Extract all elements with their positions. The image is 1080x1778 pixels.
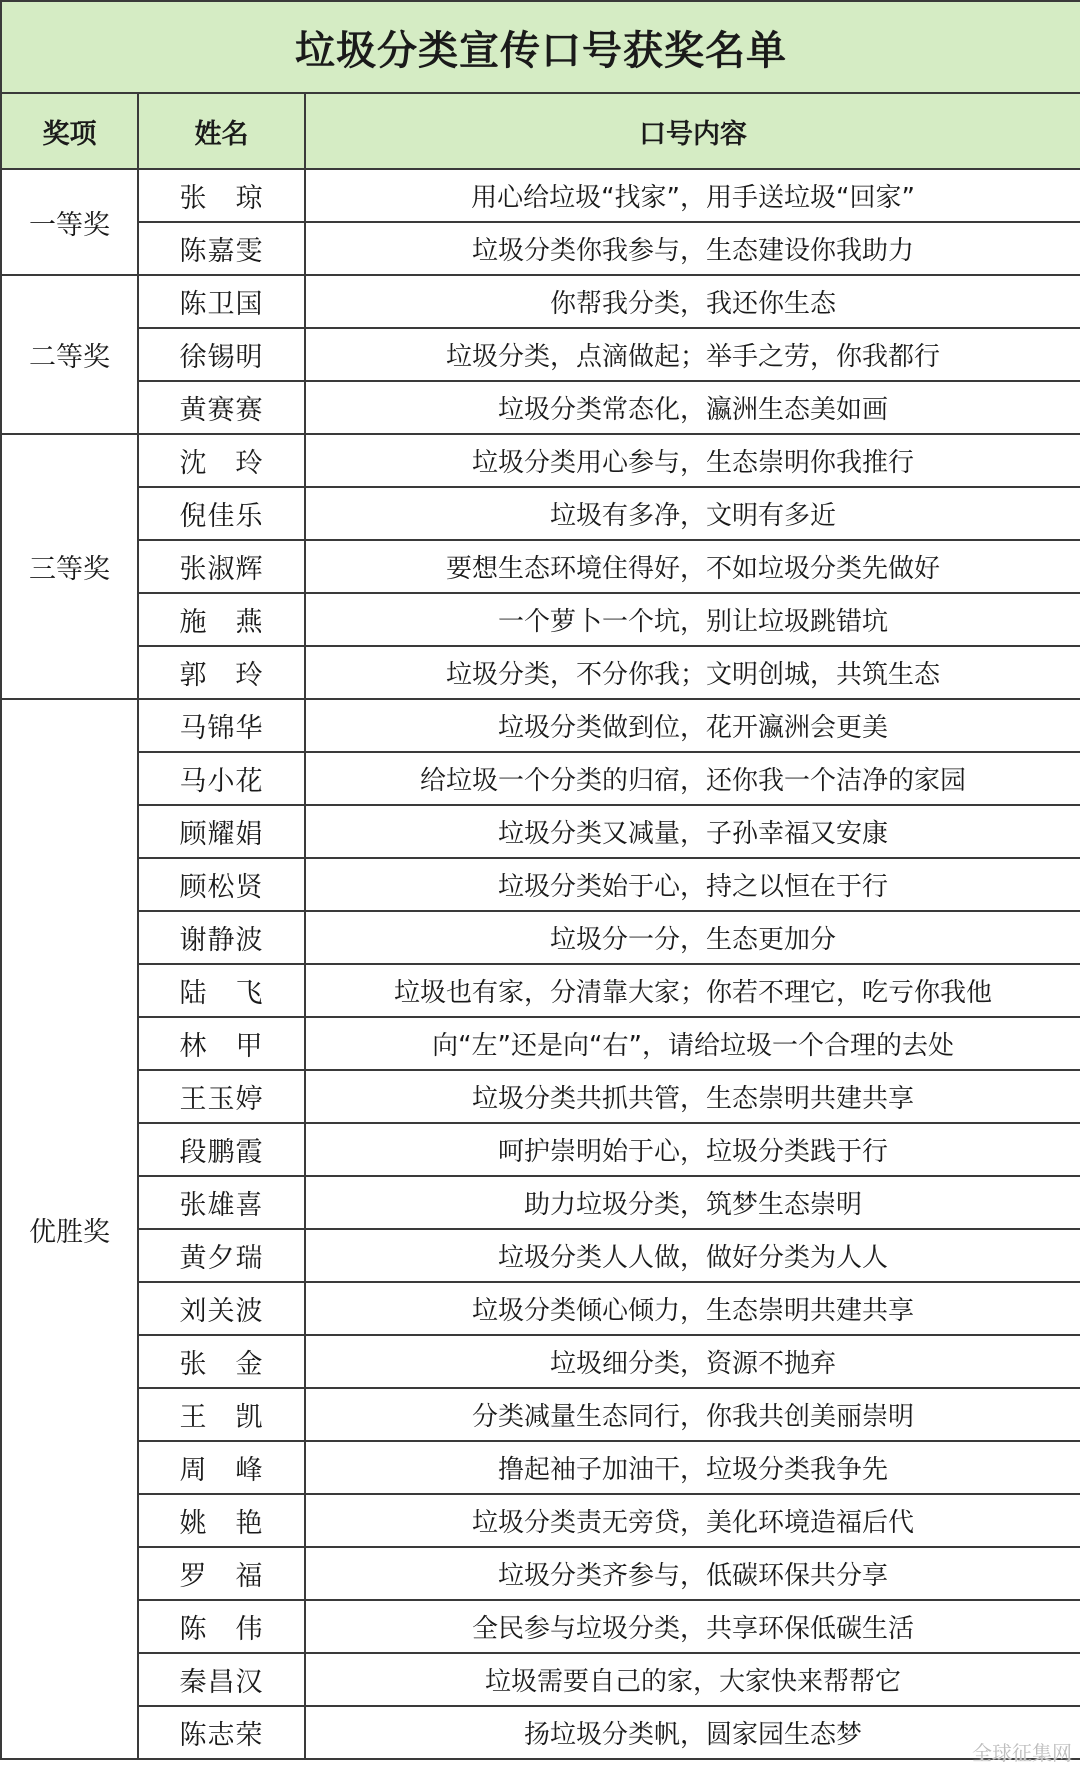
slogan-cell: 要想生态环境住得好，不如垃圾分类先做好 <box>305 540 1080 593</box>
slogan-cell: 一个萝卜一个坑，别让垃圾跳错坑 <box>305 593 1080 646</box>
table-row <box>1 964 1080 1017</box>
table-row <box>1 1494 1080 1547</box>
slogan-cell: 垃圾分类人人做，做好分类为人人 <box>305 1229 1080 1282</box>
name-column-header: 姓名 <box>138 93 305 169</box>
winner-name: 陆 飞 <box>179 978 264 1009</box>
table-row <box>1 1176 1080 1229</box>
slogan-cell: 用心给垃圾“找家”，用手送垃圾“回家” <box>305 169 1080 222</box>
table-row <box>1 1282 1080 1335</box>
table-row <box>1 858 1080 911</box>
slogan-cell: 垃圾细分类，资源不抛弃 <box>305 1335 1080 1388</box>
award-level-cell: 优胜奖 <box>1 699 138 1759</box>
slogan-cell: 撸起袖子加油干，垃圾分类我争先 <box>305 1441 1080 1494</box>
slogan-cell: 垃圾分类你我参与，生态建设你我助力 <box>305 222 1080 275</box>
table-row <box>1 1123 1080 1176</box>
winner-name-cell <box>138 911 305 964</box>
slogan-column-header: 口号内容 <box>305 93 1080 169</box>
winner-name-cell <box>138 434 305 487</box>
winner-name: 谢静波 <box>179 925 264 956</box>
slogan-cell: 垃圾也有家，分清靠大家；你若不理它，吃亏你我他 <box>305 964 1080 1017</box>
winner-name-cell <box>138 381 305 434</box>
winner-name: 周 峰 <box>179 1455 264 1486</box>
slogan-cell: 扬垃圾分类帆，圆家园生态梦 <box>305 1706 1080 1759</box>
winner-name-cell <box>138 752 305 805</box>
slogan-cell: 垃圾分类用心参与，生态崇明你我推行 <box>305 434 1080 487</box>
table-row <box>1 487 1080 540</box>
winner-name: 顾耀娟 <box>179 819 264 850</box>
winner-name-cell <box>138 1123 305 1176</box>
winner-name-cell <box>138 1017 305 1070</box>
winner-name-cell <box>138 1653 305 1706</box>
slogan-cell: 垃圾分类始于心，持之以恒在于行 <box>305 858 1080 911</box>
table-row <box>1 1706 1080 1759</box>
winner-name-cell <box>138 699 305 752</box>
winner-name: 张雄喜 <box>179 1190 264 1221</box>
winner-name: 沈 玲 <box>179 448 264 479</box>
winner-name: 张 琼 <box>179 183 264 214</box>
winner-name: 林 甲 <box>179 1031 264 1062</box>
table-head <box>1 1 1080 169</box>
winner-name-cell <box>138 1388 305 1441</box>
table-row <box>1 381 1080 434</box>
winner-name-cell <box>138 1494 305 1547</box>
winner-name: 郭 玲 <box>179 660 264 691</box>
table-row <box>1 752 1080 805</box>
slogan-cell: 垃圾分类，点滴做起；举手之劳，你我都行 <box>305 328 1080 381</box>
winner-name: 倪佳乐 <box>179 501 264 532</box>
table-row <box>1 1600 1080 1653</box>
slogan-cell: 垃圾分类，不分你我；文明创城，共筑生态 <box>305 646 1080 699</box>
table-row <box>1 1441 1080 1494</box>
winner-name-cell <box>138 328 305 381</box>
winner-name: 秦昌汉 <box>179 1667 264 1698</box>
slogan-cell: 给垃圾一个分类的归宿，还你我一个洁净的家园 <box>305 752 1080 805</box>
winner-name: 顾松贤 <box>179 872 264 903</box>
table-row <box>1 328 1080 381</box>
table-row <box>1 540 1080 593</box>
winner-name: 张 金 <box>179 1349 264 1380</box>
table-row <box>1 1653 1080 1706</box>
table-row <box>1 222 1080 275</box>
winner-name-cell <box>138 1600 305 1653</box>
winner-name: 刘关波 <box>179 1296 264 1327</box>
winner-name: 段鹏霞 <box>179 1137 264 1168</box>
table-row <box>1 911 1080 964</box>
winner-name-cell <box>138 1441 305 1494</box>
slogan-cell: 你帮我分类，我还你生态 <box>305 275 1080 328</box>
award-level-cell: 二等奖 <box>1 275 138 434</box>
award-column-header: 奖项 <box>1 93 138 169</box>
winner-name-cell <box>138 275 305 328</box>
winner-name-cell <box>138 858 305 911</box>
winner-name-cell <box>138 169 305 222</box>
title-row <box>1 1 1080 93</box>
winner-name: 徐锡明 <box>179 342 264 373</box>
table-row <box>1 169 1080 222</box>
winner-name-cell <box>138 593 305 646</box>
winner-name-cell <box>138 540 305 593</box>
table-row <box>1 1017 1080 1070</box>
winner-name: 施 燕 <box>179 607 264 638</box>
winner-name: 陈嘉雯 <box>179 236 264 267</box>
winner-name-cell <box>138 964 305 1017</box>
winner-name-cell <box>138 1229 305 1282</box>
table-row <box>1 1070 1080 1123</box>
watermark: 全球征集网 <box>972 1741 1072 1765</box>
table-row <box>1 1547 1080 1600</box>
winner-name: 王玉婷 <box>179 1084 264 1115</box>
table-row <box>1 434 1080 487</box>
header-row <box>1 93 1080 169</box>
slogan-cell: 全民参与垃圾分类，共享环保低碳生活 <box>305 1600 1080 1653</box>
slogan-cell: 垃圾分类责无旁贷，美化环境造福后代 <box>305 1494 1080 1547</box>
winner-name: 陈志荣 <box>179 1720 264 1751</box>
table-row <box>1 1229 1080 1282</box>
slogan-cell: 垃圾分类齐参与，低碳环保共分享 <box>305 1547 1080 1600</box>
slogan-cell: 助力垃圾分类，筑梦生态崇明 <box>305 1176 1080 1229</box>
winner-name-cell <box>138 805 305 858</box>
slogan-cell: 垃圾分类常态化，瀛洲生态美如画 <box>305 381 1080 434</box>
winner-name: 张淑辉 <box>179 554 264 585</box>
winner-name: 黄赛赛 <box>179 395 264 426</box>
slogan-cell: 向“左”还是向“右”，请给垃圾一个合理的去处 <box>305 1017 1080 1070</box>
table-row <box>1 1388 1080 1441</box>
winner-name-cell <box>138 222 305 275</box>
winner-name-cell <box>138 1176 305 1229</box>
slogan-cell: 分类减量生态同行，你我共创美丽崇明 <box>305 1388 1080 1441</box>
slogan-cell: 垃圾需要自己的家，大家快来帮帮它 <box>305 1653 1080 1706</box>
slogan-cell: 垃圾分类又减量，子孙幸福又安康 <box>305 805 1080 858</box>
award-level-cell: 三等奖 <box>1 434 138 699</box>
table-row <box>1 646 1080 699</box>
slogan-cell: 垃圾分类做到位，花开瀛洲会更美 <box>305 699 1080 752</box>
winner-name: 黄夕瑞 <box>179 1243 264 1274</box>
winner-name: 陈 伟 <box>179 1614 264 1645</box>
winner-name: 马小花 <box>179 766 264 797</box>
slogan-cell: 垃圾有多净，文明有多近 <box>305 487 1080 540</box>
winner-name: 姚 艳 <box>179 1508 264 1539</box>
winner-name-cell <box>138 646 305 699</box>
slogan-cell: 垃圾分类倾心倾力，生态崇明共建共享 <box>305 1282 1080 1335</box>
page-title: 垃圾分类宣传口号获奖名单 <box>1 1 1080 93</box>
winner-name-cell <box>138 1335 305 1388</box>
winner-name-cell <box>138 1070 305 1123</box>
winner-name: 罗 福 <box>179 1561 264 1592</box>
table-row <box>1 275 1080 328</box>
table-row <box>1 805 1080 858</box>
winner-name-cell <box>138 1547 305 1600</box>
winner-name: 陈卫国 <box>179 289 264 320</box>
slogan-cell: 垃圾分类共抓共管，生态崇明共建共享 <box>305 1070 1080 1123</box>
table-body <box>1 169 1080 1759</box>
winner-name-cell <box>138 1706 305 1759</box>
table-row <box>1 593 1080 646</box>
slogan-cell: 垃圾分一分，生态更加分 <box>305 911 1080 964</box>
winner-name: 王 凯 <box>179 1402 264 1433</box>
table-row <box>1 1335 1080 1388</box>
winner-name-cell <box>138 1282 305 1335</box>
table-row <box>1 699 1080 752</box>
winner-name: 马锦华 <box>179 713 264 744</box>
slogan-cell: 呵护崇明始于心，垃圾分类践于行 <box>305 1123 1080 1176</box>
award-level-cell: 一等奖 <box>1 169 138 275</box>
winner-name-cell <box>138 487 305 540</box>
